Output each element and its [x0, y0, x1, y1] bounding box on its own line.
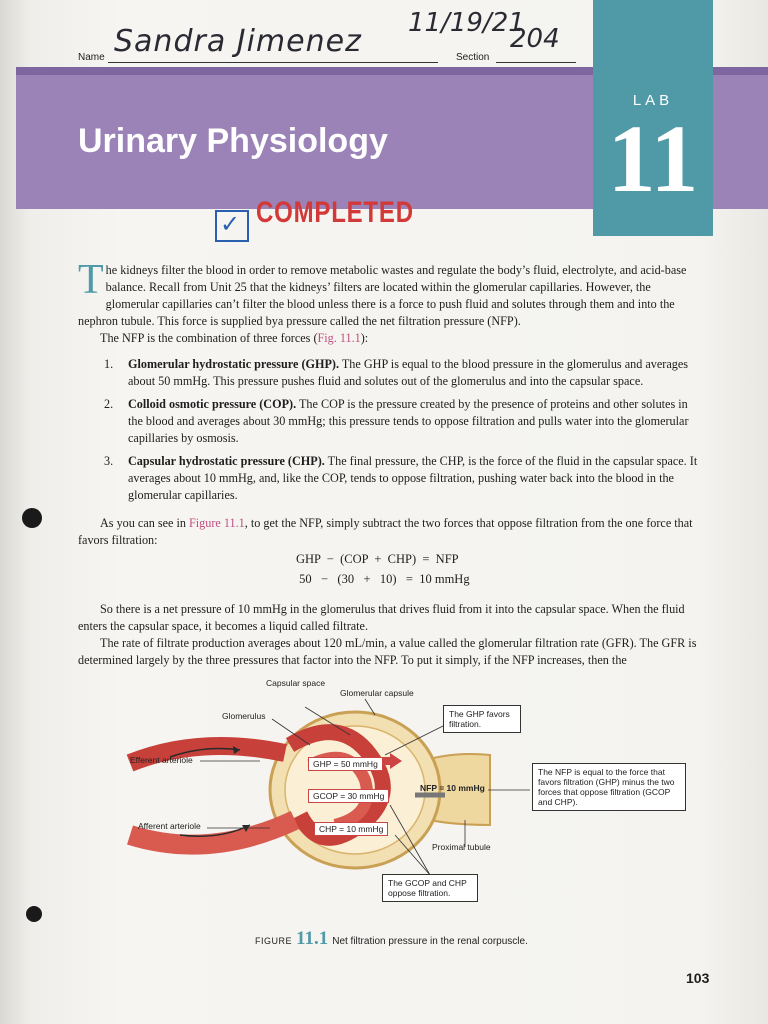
list-number: 1.: [104, 357, 114, 371]
list-item: [104, 453, 700, 504]
completed-stamp: COMPLETED: [256, 196, 414, 229]
check-icon: ✓: [220, 212, 241, 238]
label-afferent-arteriole: Afferent arteriole: [138, 821, 201, 831]
lab-label: LAB: [632, 92, 674, 109]
nfp-intro-post: ):: [360, 331, 369, 345]
equation-line-1: GHP − (COP + CHP) = NFP: [296, 552, 459, 566]
label-efferent-arteriole: Efferent arteriole: [130, 755, 193, 765]
para-b-pre: As you can see in: [100, 516, 190, 530]
intro-text: [78, 257, 700, 347]
nfp-label: NFP = 10 mmHg: [420, 783, 485, 793]
label-proximal-tubule: Proximal tubule: [432, 842, 491, 852]
callout-nfp-equal: The NFP is equal to the force that favors filtration (GHP) minus the two forces that oppose filtration (GCOP and CHP).: [532, 763, 686, 811]
gfr-paragraph: The rate of filtrate production averages about 120 mL/min, a value called the glomerular filtration rate (GFR). The GFR is determined largely by the three pressures that factor into the NFP. To put it simply, if the NFP increases, then the: [78, 636, 697, 667]
list-text: The COP is the pressure created by the presence of proteins and other solutes in the blood and averages about 30 mmHg; this pressure tends to oppose filtration and pulls water into the glomerular capillaries by osmosis.: [128, 397, 689, 445]
page-title: Urinary Physiology: [78, 122, 388, 160]
binder-hole: [26, 906, 42, 922]
page-number: 103: [686, 970, 710, 986]
ghp-label: GHP = 50 mmHg: [308, 757, 383, 771]
label-capsular-space: Capsular space: [266, 678, 326, 688]
nfp-intro: [78, 330, 700, 347]
section-line: [496, 62, 576, 63]
paragraph-filtrate: [78, 601, 700, 669]
list-text: The GHP is equal to the blood pressure in the glomerulus and averages about 50 mmHg. This pressure pushes fluid and solutes out of the glomerulus and into the capsular space.: [128, 357, 688, 388]
student-name: Sandra Jimenez: [114, 24, 362, 59]
section-label: Section: [456, 52, 490, 63]
callout-oppose: The GCOP and CHP oppose filtration.: [382, 874, 478, 902]
name-label: Name: [78, 52, 105, 63]
caption-number: 11.1: [296, 928, 329, 949]
caption-word: FIGURE: [255, 936, 293, 946]
binder-hole: [22, 508, 42, 528]
equation-line-2: 50 − (30 + 10) = 10 mmHg: [296, 572, 470, 586]
list-item: [104, 396, 700, 447]
figure-caption: [255, 928, 528, 950]
intro-paragraph: [78, 257, 700, 330]
para-b-post: , to get the NFP, simply subtract the two forces that oppose filtration from the one force that favors filtration:: [78, 516, 693, 547]
list-term: Capsular hydrostatic pressure (CHP).: [128, 454, 325, 468]
label-glomerular-capsule: Glomerular capsule: [340, 688, 414, 698]
list-item: [104, 356, 700, 390]
chp-label: CHP = 10 mmHg: [314, 822, 388, 836]
list-term: Glomerular hydrostatic pressure (GHP).: [128, 357, 340, 371]
list-text: The final pressure, the CHP, is the force of the fluid in the capsular space. It averages about 10 mmHg, and, like the COP, tends to oppose filtration, pushing water back into the blood in the glomerular capillaries.: [128, 454, 698, 502]
nfp-calc-paragraph: [78, 515, 700, 549]
paragraph-nfp-calc: [78, 515, 700, 549]
list-number: 2.: [104, 397, 114, 411]
filtrate-paragraph: So there is a net pressure of 10 mmHg in the glomerulus that drives fluid from it into the capsular space. When the fluid enters the capsular space, it becomes a liquid called filtrate.: [78, 602, 685, 633]
figure-ref: Figure 11.1: [189, 516, 245, 530]
date: 11/19/21: [408, 8, 525, 38]
renal-corpuscle-figure: [110, 675, 710, 935]
name-row: [78, 8, 578, 65]
list-term: Colloid osmotic pressure (COP).: [128, 397, 297, 411]
lab-number: 11: [607, 105, 699, 212]
checkbox-stamp: [215, 210, 249, 242]
nfp-intro-pre: The NFP is the combination of three forces (: [100, 331, 318, 345]
name-line: [108, 62, 438, 63]
figure-ref: Fig. 11.1: [317, 331, 361, 345]
forces-list: [104, 356, 700, 506]
section-number: 204: [510, 24, 560, 54]
drop-cap: T: [78, 257, 104, 303]
lab-badge: [593, 0, 713, 236]
list-number: 3.: [104, 454, 114, 468]
intro-body: he kidneys filter the blood in order to remove metabolic wastes and regulate the body’s fluid, electrolyte, and acid-base balance. Recall from Unit 25 that the kidneys’ filters are located within the glomerular capillaries. However, the glomerular capillaries can’t filter the blood unless there is a force to push fluid and solutes through them and into the nephron tubule. This force is supplied bya pressure called the net filtration pressure (NFP).: [78, 263, 687, 328]
label-glomerulus: Glomerulus: [222, 711, 266, 721]
callout-ghp-favors: The GHP favors filtration.: [443, 705, 521, 733]
caption-text: Net filtration pressure in the renal corpuscle.: [332, 936, 528, 947]
gcop-label: GCOP = 30 mmHg: [308, 789, 389, 803]
